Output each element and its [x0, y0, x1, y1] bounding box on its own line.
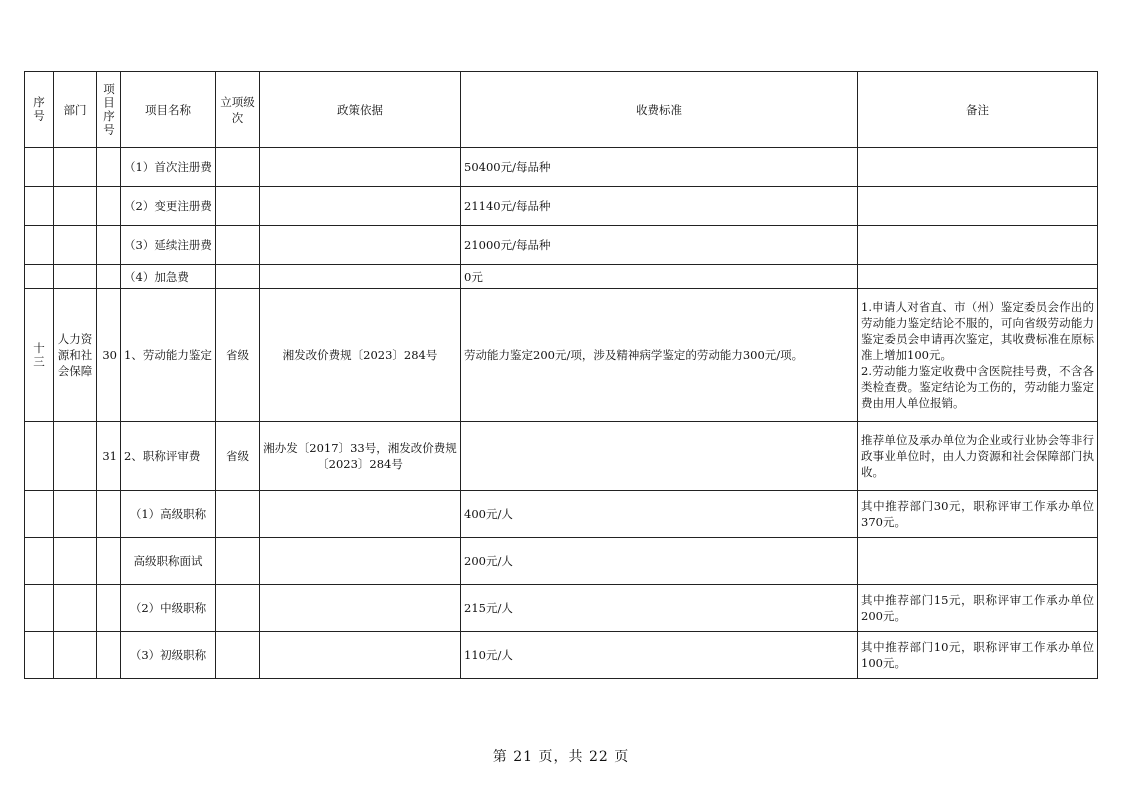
cell-item-seq: [97, 265, 121, 289]
cell-dept: [54, 491, 97, 538]
cell-level: [216, 538, 260, 585]
cell-policy: [260, 632, 461, 679]
cell-item-name: 高级职称面试: [121, 538, 216, 585]
header-dept: 部门: [54, 72, 97, 148]
cell-remarks: 1.申请人对省直、市（州）鉴定委员会作出的劳动能力鉴定结论不服的，可向省级劳动能力鉴定委员会申请再次鉴定，其收费标准在原标准上增加100元。 2.劳动能力鉴定收费中含医院挂号费，不含各类检查费。鉴定结论为工伤的，劳动能力鉴定费由用人单位报销。: [858, 289, 1098, 422]
cell-policy: 湘办发〔2017〕33号，湘发改价费规〔2023〕284号: [260, 422, 461, 491]
cell-seq: [25, 491, 54, 538]
cell-fee: 200元/人: [461, 538, 858, 585]
cell-fee: 劳动能力鉴定200元/项，涉及精神病学鉴定的劳动能力300元/项。: [461, 289, 858, 422]
cell-level: [216, 632, 260, 679]
cell-policy: [260, 187, 461, 226]
cell-remarks: 推荐单位及承办单位为企业或行业协会等非行政事业单位时，由人力资源和社会保障部门执收。: [858, 422, 1098, 491]
cell-item-name: 1、劳动能力鉴定: [121, 289, 216, 422]
cell-policy: [260, 585, 461, 632]
cell-policy: [260, 538, 461, 585]
cell-item-name: （2）中级职称: [121, 585, 216, 632]
cell-seq: [25, 226, 54, 265]
cell-item-seq: [97, 538, 121, 585]
cell-dept: [54, 632, 97, 679]
cell-level: [216, 491, 260, 538]
header-fee: 收费标准: [461, 72, 858, 148]
table-header-row: [25, 72, 1098, 148]
table-row: [25, 538, 1098, 585]
table-row: [25, 148, 1098, 187]
cell-item-seq: [97, 226, 121, 265]
cell-seq: [25, 265, 54, 289]
header-level: 立项级次: [216, 72, 260, 148]
header-remarks: 备注: [858, 72, 1098, 148]
table-row: [25, 422, 1098, 491]
fee-table-container: [24, 71, 1097, 679]
cell-dept: [54, 265, 97, 289]
cell-item-seq: [97, 585, 121, 632]
cell-remarks: [858, 265, 1098, 289]
cell-policy: [260, 491, 461, 538]
cell-seq: [25, 585, 54, 632]
cell-fee: 21140元/每品种: [461, 187, 858, 226]
cell-item-name: （4）加急费: [121, 265, 216, 289]
cell-dept: [54, 538, 97, 585]
cell-item-seq: [97, 632, 121, 679]
cell-dept: [54, 187, 97, 226]
cell-level: [216, 226, 260, 265]
cell-dept: [54, 148, 97, 187]
cell-seq: [25, 538, 54, 585]
cell-remarks: 其中推荐部门30元，职称评审工作承办单位370元。: [858, 491, 1098, 538]
cell-seq: [25, 148, 54, 187]
cell-level: 省级: [216, 422, 260, 491]
cell-fee: 0元: [461, 265, 858, 289]
cell-level: [216, 148, 260, 187]
cell-remarks: [858, 538, 1098, 585]
cell-seq: [25, 632, 54, 679]
cell-item-name: （3）初级职称: [121, 632, 216, 679]
cell-remarks: [858, 226, 1098, 265]
cell-dept: [54, 422, 97, 491]
header-item-seq: 项目序号: [97, 72, 121, 148]
table-row: [25, 187, 1098, 226]
cell-seq: 十三: [25, 289, 54, 422]
cell-item-name: （1）高级职称: [121, 491, 216, 538]
cell-item-seq: [97, 187, 121, 226]
cell-level: [216, 265, 260, 289]
cell-item-name: （3）延续注册费: [121, 226, 216, 265]
cell-level: 省级: [216, 289, 260, 422]
header-seq: 序号: [25, 72, 54, 148]
cell-item-name: （1）首次注册费: [121, 148, 216, 187]
cell-item-seq: [97, 148, 121, 187]
cell-remarks: 其中推荐部门10元，职称评审工作承办单位100元。: [858, 632, 1098, 679]
cell-fee: 21000元/每品种: [461, 226, 858, 265]
cell-item-name: 2、职称评审费: [121, 422, 216, 491]
cell-policy: 湘发改价费规〔2023〕284号: [260, 289, 461, 422]
cell-fee: 400元/人: [461, 491, 858, 538]
cell-policy: [260, 226, 461, 265]
cell-fee: 110元/人: [461, 632, 858, 679]
fee-table: [24, 71, 1098, 679]
page-number-footer: 第 21 页，共 22 页: [492, 749, 630, 765]
cell-item-seq: 31: [97, 422, 121, 491]
table-row: [25, 585, 1098, 632]
cell-fee: 50400元/每品种: [461, 148, 858, 187]
cell-seq: [25, 187, 54, 226]
cell-fee: [461, 422, 858, 491]
cell-seq: [25, 422, 54, 491]
table-row: [25, 491, 1098, 538]
header-item-name: 项目名称: [121, 72, 216, 148]
header-policy: 政策依据: [260, 72, 461, 148]
cell-item-seq: [97, 491, 121, 538]
cell-remarks: [858, 148, 1098, 187]
cell-policy: [260, 148, 461, 187]
cell-level: [216, 187, 260, 226]
cell-policy: [260, 265, 461, 289]
cell-level: [216, 585, 260, 632]
cell-dept: 人力资源和社会保障: [54, 289, 97, 422]
table-row: [25, 226, 1098, 265]
cell-dept: [54, 226, 97, 265]
cell-dept: [54, 585, 97, 632]
table-row: [25, 289, 1098, 422]
cell-item-name: （2）变更注册费: [121, 187, 216, 226]
cell-item-seq: 30: [97, 289, 121, 422]
table-row: [25, 632, 1098, 679]
cell-remarks: 其中推荐部门15元，职称评审工作承办单位200元。: [858, 585, 1098, 632]
cell-remarks: [858, 187, 1098, 226]
cell-fee: 215元/人: [461, 585, 858, 632]
table-row: [25, 265, 1098, 289]
